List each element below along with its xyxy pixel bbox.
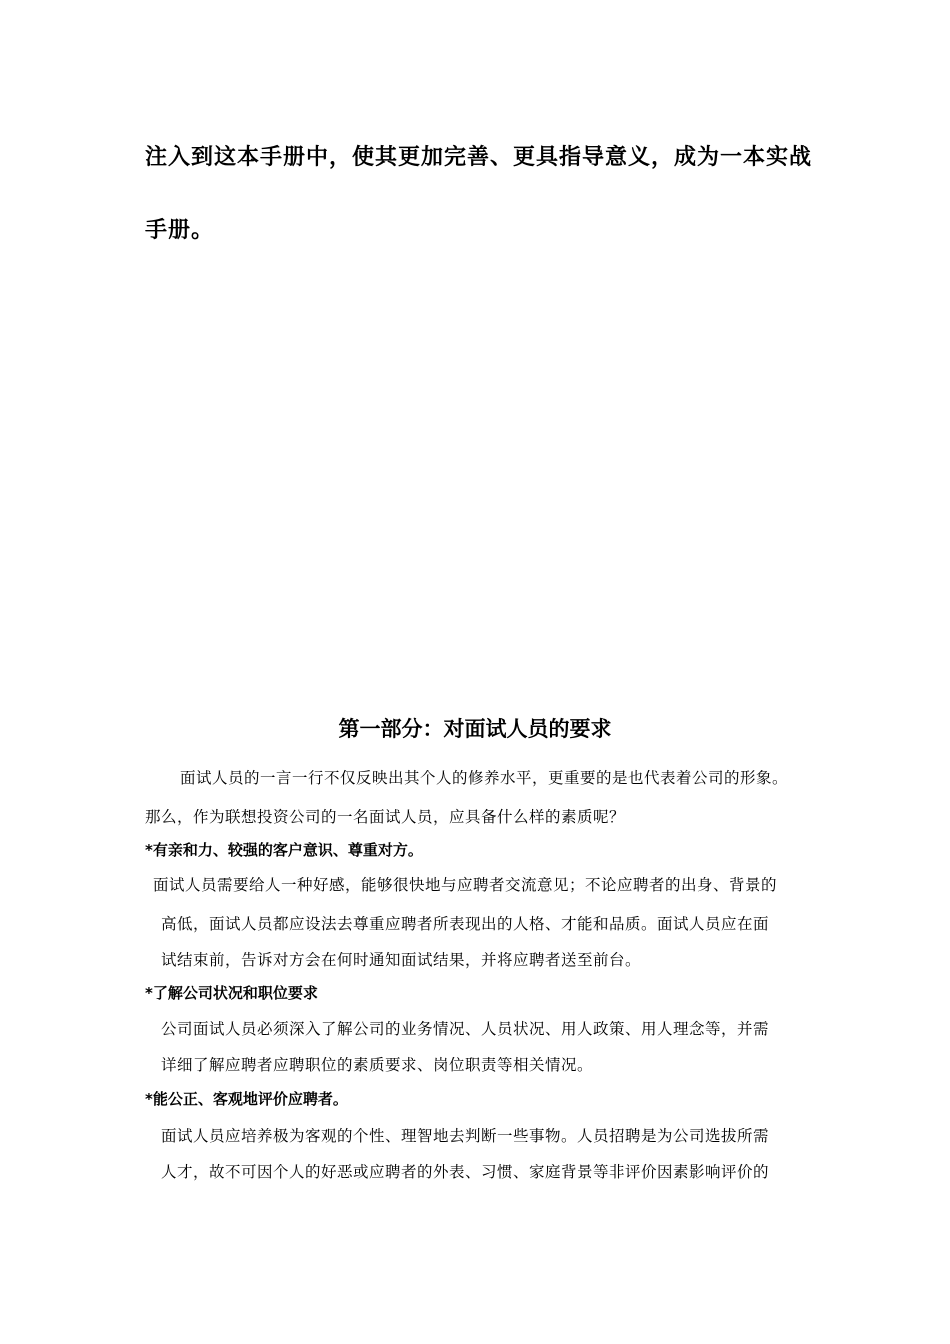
item-title: *有亲和力、较强的客户意识、尊重对方。	[145, 841, 423, 859]
section-title: 第一部分：对面试人员的要求	[338, 717, 612, 741]
paragraph-line: 面试人员的一言一行不仅反映出其个人的修养水平，更重要的是也代表着公司的形象。	[180, 769, 789, 787]
paragraph-line: 那么，作为联想投资公司的一名面试人员，应具备什么样的素质呢？	[145, 808, 626, 826]
item-line: 人才，故不可因个人的好恶或应聘者的外表、习惯、家庭背景等非评价因素影响评价的	[161, 1163, 770, 1181]
intro-line-2: 手册。	[145, 218, 215, 243]
intro-line-1: 注入到这本手册中，使其更加完善、更具指导意义，成为一本实战	[145, 145, 813, 170]
item-line: 面试人员需要给人一种好感，能够很快地与应聘者交流意见；不论应聘者的出身、背景的	[153, 876, 778, 894]
item-title: *能公正、客观地评价应聘者。	[145, 1090, 348, 1108]
item-title: *了解公司状况和职位要求	[145, 984, 318, 1002]
item-line: 试结束前，告诉对方会在何时通知面试结果，并将应聘者送至前台。	[161, 951, 642, 969]
item-line: 公司面试人员必须深入了解公司的业务情况、人员状况、用人政策、用人理念等，并需	[161, 1020, 770, 1038]
item-line: 高低，面试人员都应设法去尊重应聘者所表现出的人格、才能和品质。面试人员应在面	[161, 915, 770, 933]
item-line: 面试人员应培养极为客观的个性、理智地去判断一些事物。人员招聘是为公司选拔所需	[161, 1127, 770, 1145]
item-line: 详细了解应聘者应聘职位的素质要求、岗位职责等相关情况。	[161, 1056, 594, 1074]
